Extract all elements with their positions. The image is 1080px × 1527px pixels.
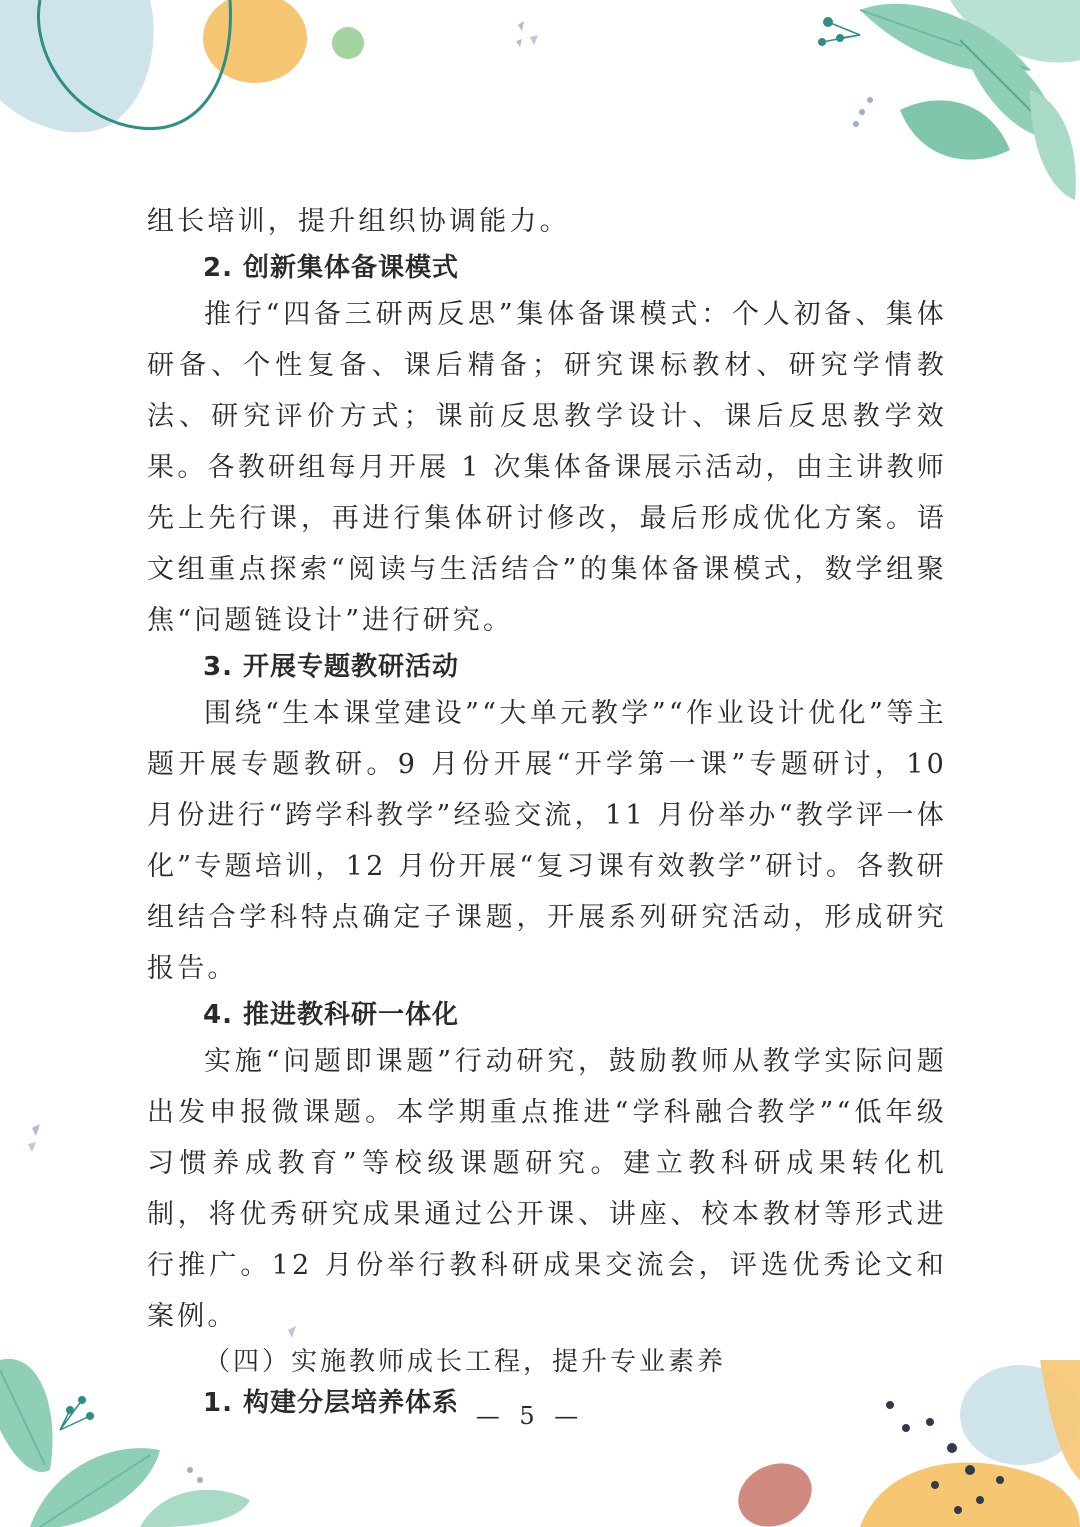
page-number: — 5 — [475,1402,585,1430]
paragraph-continuation: 组长培训，提升组织协调能力。 [147,206,570,237]
paragraph-research-integration: 实施“问题即课题”行动研究，鼓励教师从教学实际问题出发申报微课题。本学期重点推进“学科融合教学”“低年级习惯养成教育”等校级课题研究。建立教科研成果转化机制，将优秀研究成果通过公开课、讲座、校本教材等形式进行推广。12 月份举行教科研成果交流会，评选优秀论文和案例。 [147,1046,947,1332]
paragraph-collective-lesson-prep: 推行“四备三研两反思”集体备课模式：个人初备、集体研备、个性复备、课后精备；研究课标教材、研究学情教法、研究评价方式；课前反思教学设计、课后反思教学效果。各教研组每月开展 1 次集体备课展示活动，由主讲教师先上先行课，再进行集体研讨修改，最后形成优化方案。语文组重点探索“阅读与生活结合”的集体备课模式，数学组聚焦“问题链设计”进行研究。 [147,299,947,636]
heading-research-integration: 4. 推进教科研一体化 [203,1000,460,1030]
top-center-sparkle [508,15,548,55]
heading-thematic-research: 3. 开展专题教研活动 [203,652,460,682]
paragraph-thematic-research: 围绕“生本课堂建设”“大单元教学”“作业设计优化”等主题开展专题教研。9 月份开展“开学第一课”专题研讨，10 月份进行“跨学科教学”经验交流，11 月份举办“教学评一体化”专题培训，12 月份开展“复习课有效教学”研讨。各教研组结合学科特点确定子课题，开展系列研究活动，形成研究报告。 [147,698,947,984]
top-left-decoration [0,0,380,140]
section-title-teacher-growth: （四）实施教师成长工程，提升专业素养 [204,1347,727,1377]
document-body [147,196,947,1424]
top-right-leaves [800,0,1080,210]
heading-tiered-training: 1. 构建分层培养体系 [203,1388,460,1418]
heading-collective-lesson-prep: 2. 创新集体备课模式 [203,253,460,283]
left-sparkle [22,1120,62,1160]
